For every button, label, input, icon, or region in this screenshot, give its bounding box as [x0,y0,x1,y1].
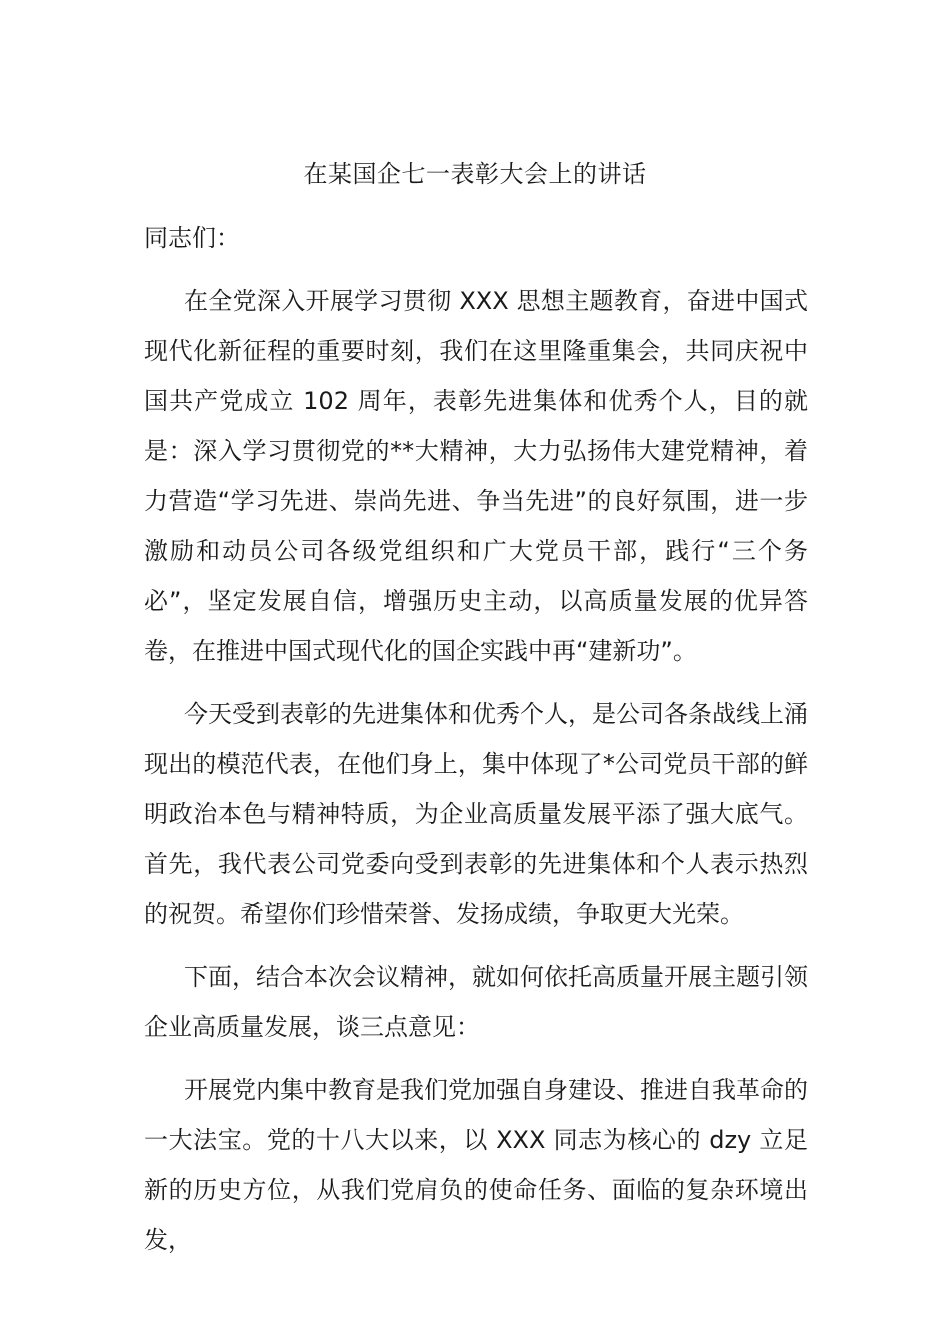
paragraph-3: 下面，结合本次会议精神，就如何依托高质量开展主题引领企业高质量发展，谈三点意见： [144,963,808,1041]
document-body [144,276,808,1278]
paragraph-4: 开展党内集中教育是我们党加强自身建设、推进自我革命的一大法宝。党的十八大以来，以 XXX 同志为核心的 dzy 立足新的历史方位，从我们党肩负的使命任务、面临的复杂环境出发， [144,1076,808,1254]
salutation: 同志们： [144,224,240,252]
paragraph-2: 今天受到表彰的先进集体和优秀个人，是公司各条战线上涌现出的模范代表，在他们身上，集中体现了*公司党员干部的鲜明政治本色与精神特质，为企业高质量发展平添了强大底气。首先，我代表公司党委向受到表彰的先进集体和个人表示热烈的祝贺。希望你们珍惜荣誉、发扬成绩，争取更大光荣。 [144,700,808,928]
document-title: 在某国企七一表彰大会上的讲话 [303,160,647,188]
paragraph-1: 在全党深入开展学习贯彻 XXX 思想主题教育，奋进中国式现代化新征程的重要时刻，我们在这里隆重集会，共同庆祝中国共产党成立 102 周年，表彰先进集体和优秀个人，目的就是：深入学习贯彻党的**大精神，大力弘扬伟大建党精神，着力营造“学习先进、崇尚先进、争当先进”的良好氛围，进一步激励和动员公司各级党组织和广大党员干部，践行“三个务必”，坚定发展自信，增强历史主动，以高质量发展的优异答卷，在推进中国式现代化的国企实践中再“建新功”。 [144,287,808,665]
